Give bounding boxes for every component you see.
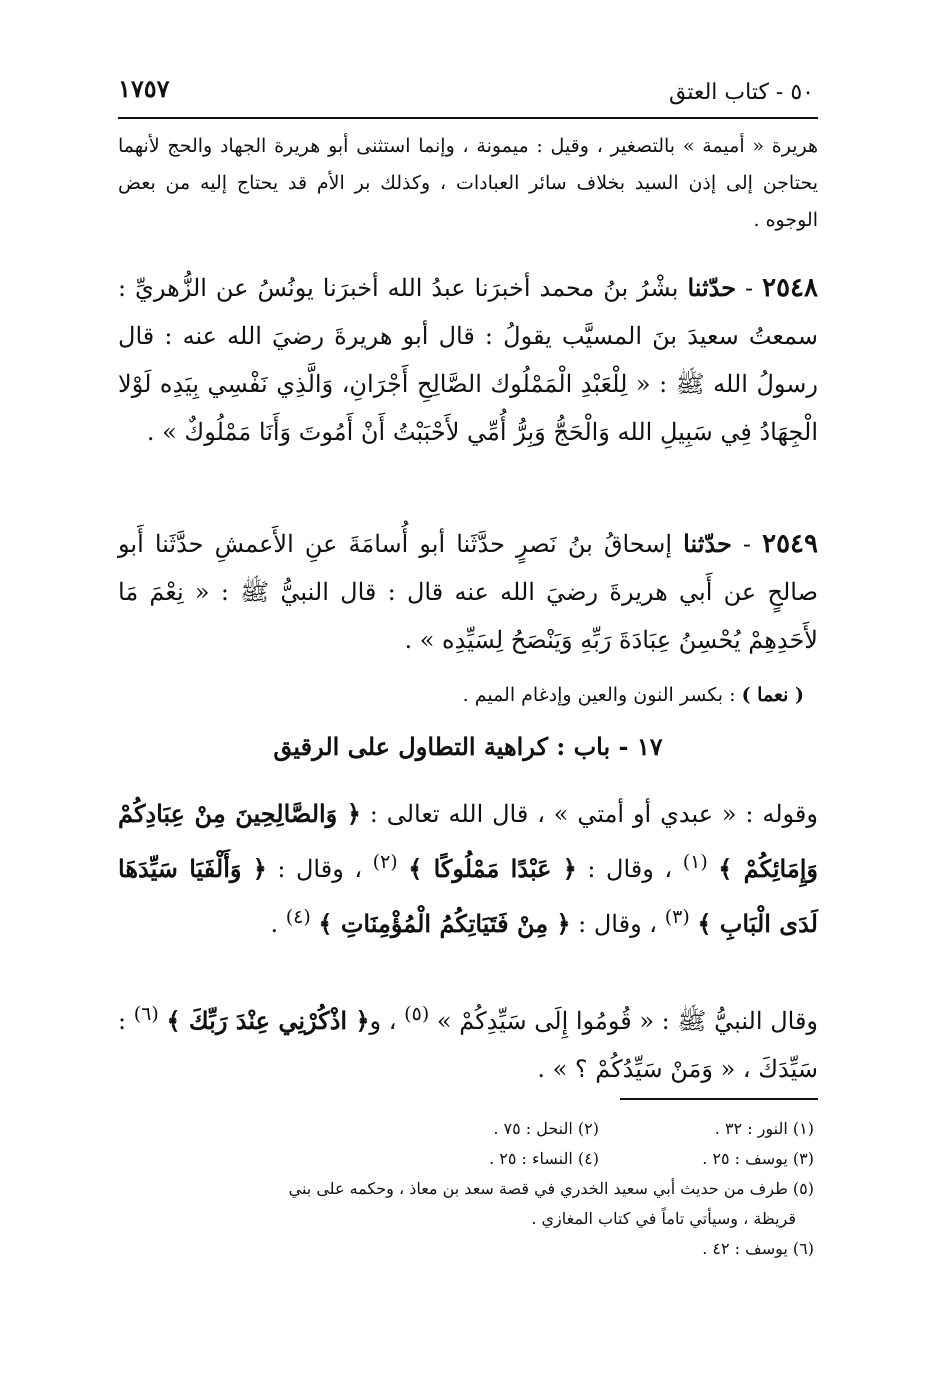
hadith-2548: [118, 264, 818, 456]
note-explanation: : بكسر النون والعين وإدغام الميم .: [462, 684, 736, 706]
footnote-5-continuation: قريظة ، وسيأتي تاماً في كتاب المغازي .: [531, 1209, 796, 1228]
chapter-paragraph-1: [118, 790, 818, 948]
chapter-paragraph-2-text: [118, 990, 818, 1093]
footnote-4: (٤) النساء : ٢٥ .: [489, 1149, 599, 1168]
intro-paragraph: [118, 128, 818, 239]
text-segment: ، وقال :: [266, 855, 373, 883]
hadith-number: ٢٥٤٩: [762, 529, 818, 559]
text-segment: .: [270, 910, 286, 938]
page-number: ١٧٥٧: [118, 74, 170, 103]
quran-verse: ﴿ وَالصَّالِحِينَ مِنْ عِبَادِكُمْ وَإِمَائِكُمْ ﴾: [118, 799, 818, 883]
text-segment: ، وقال :: [576, 855, 683, 883]
hadith-text: إسحاقُ بنُ نَصرٍ حدَّثَنا أبو أُسامَةَ عنِ الأَعمشِ حدَّثَنا أَبو صالحٍ عن أَبي هريرةَ رضيَ الله عنه قال : قال النبيُّ ﷺ : « نِعْمَ مَا لأَحَدِهِمْ يُحْسِنُ عِبَادَةَ رَبِّهِ وَيَنْصَحُ لِسَيِّدِه » .: [118, 530, 818, 654]
hadith-number: ٢٥٤٨: [762, 273, 818, 303]
hadith-text: بشْرُ بنُ محمد أخبرَنا عبدُ الله أخبرَنا يونُسُ عن الزُّهريِّ : سمعتُ سعيدَ بنَ المسيَّب يقولُ : قال أبو هريرةَ رضيَ الله عنه : قال رسولُ الله ﷺ : « لِلْعَبْدِ الْمَمْلُوك الصَّالِحِ أَجْرَانِ، وَالَّذِي نَفْسِي بِيَدِه لَوْلا الْجِهَادُ فِي سَبِيلِ الله وَالْحَجُّ وَبِرُّ أُمِّي لأَحْبَبْتُ أَنْ أَمُوتَ وَأَنَا مَمْلُوكٌ » .: [118, 274, 818, 446]
quran-verse: ﴿ وَأَلْفَيَا سَيِّدَهَا لَدَى الْبَابِ ﴾: [118, 854, 818, 938]
footnote-6: (٦) يوسف : ٤٢ .: [702, 1239, 814, 1258]
word-note-paragraph: [118, 678, 804, 712]
chapter-paragraph-1-text: [118, 790, 818, 948]
footnote-ref: (٢): [372, 851, 398, 873]
hadith-2548-paragraph: ٢٥٤٨ - حدّثنا بشْرُ بنُ محمد أخبرَنا عبدُ الله أخبرَنا يونُسُ عن الزُّهريِّ : سمعتُ سعيدَ بنَ المسيَّب يقولُ : قال أبو هريرةَ رضيَ الله عنه : قال رسولُ الله ﷺ : « لِلْعَبْدِ الْمَمْلُوك الصَّالِحِ أَجْرَانِ، وَالَّذِي نَفْسِي بِيَدِه لَوْلا الْجِهَادُ فِي سَبِيلِ الله وَالْحَجُّ وَبِرُّ أُمِّي لأَحْبَبْتُ أَنْ أَمُوتَ وَأَنَا مَمْلُوكٌ » .: [118, 273, 818, 446]
footnote-2: (٢) النحل : ٧٥ .: [493, 1119, 599, 1138]
hadith-2549: [118, 520, 818, 664]
footnote-rule: [620, 1098, 818, 1100]
footnotes: [108, 1114, 814, 1264]
text-segment: وقال النبيُّ ﷺ : « قُومُوا إِلَى سَيِّدِكُمْ »: [436, 1007, 819, 1035]
text-segment: ، و: [369, 1007, 405, 1035]
chapter-heading: ١٧ - باب : كراهية التطاول على الرقيق: [273, 732, 663, 761]
hadith-2549-paragraph: ٢٥٤٩ - حدّثنا إسحاقُ بنُ نَصرٍ حدَّثَنا أبو أُسامَةَ عنِ الأَعمشِ حدَّثَنا أَبو صالحٍ عن أَبي هريرةَ رضيَ الله عنه قال : قال النبيُّ ﷺ : « نِعْمَ مَا لأَحَدِهِمْ يُحْسِنُ عِبَادَةَ رَبِّهِ وَيَنْصَحُ لِسَيِّدِه » .: [118, 529, 818, 654]
footnote-row: [108, 1144, 814, 1174]
text-segment: : سَيِّدَكَ ، « وَمَنْ سَيِّدُكُمْ ؟ » .: [118, 1007, 818, 1083]
intro-text: هريرة « أميمة » بالتصغير ، وقيل : ميمونة ، وإنما استثنى أبو هريرة الجهاد والحج لأنهما يحتاجن إلى إذن السيد بخلاف سائر العبادات ، وكذلك بر الأم قد يحتاج إليه من بعض الوجوه .: [118, 135, 818, 231]
quran-verse: ﴿ عَبْدًا مَمْلُوكًا ﴾: [408, 854, 577, 883]
header-rule: [118, 117, 818, 119]
text-segment: ، وقال :: [570, 910, 665, 938]
quran-verse: ﴿ اذْكُرْنِي عِنْدَ رَبِّكَ ﴾: [166, 1006, 370, 1035]
footnote-3: (٣) يوسف : ٢٥ .: [702, 1149, 814, 1168]
footnote-ref: (٥): [404, 1003, 430, 1025]
footnote-ref: (٦): [133, 1003, 159, 1025]
text-segment: وقوله : « عبدي أو أمتي » ، قال الله تعالى :: [360, 800, 818, 828]
quran-verse: ﴿ مِنْ فَتَيَاتِكُمُ الْمُؤْمِنَاتِ ﴾: [318, 909, 571, 938]
footnote-5: (٥) طرف من حديث أبي سعيد الخدري في قصة سعد بن معاذ ، وحكمه على بني: [288, 1179, 814, 1198]
footnote-1: (١) النور : ٣٢ .: [714, 1119, 814, 1138]
running-header-title: ٥٠ - كتاب العتق: [669, 80, 814, 105]
word-note: [118, 678, 818, 712]
footnote-ref: (١): [682, 851, 708, 873]
footnote-ref: (٤): [285, 906, 311, 928]
hadith-narration-verb: حدّثنا: [683, 529, 732, 558]
chapter-paragraph-2: [118, 990, 818, 1093]
note-term: ( نعما ): [741, 684, 804, 706]
hadith-narration-verb: حدّثنا: [687, 273, 737, 302]
footnote-ref: (٣): [664, 906, 690, 928]
footnote-row: [108, 1114, 814, 1144]
